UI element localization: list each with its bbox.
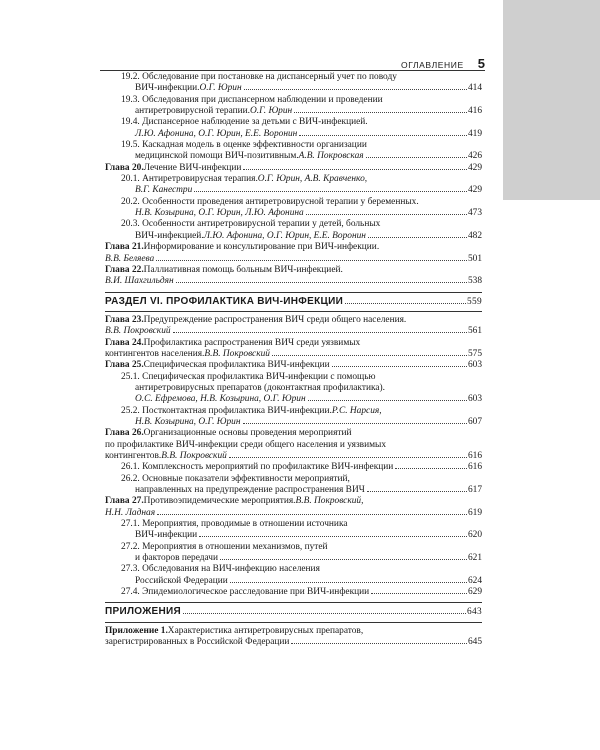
toc-entry-line[interactable] xyxy=(105,254,482,265)
toc-entry-line[interactable] xyxy=(105,626,482,637)
toc-dot-leader xyxy=(199,536,467,537)
toc-author: В.И. Шахгильдян xyxy=(105,276,174,287)
toc-title-text: 26.1. Комплексность мероприятий по профилактике ВИЧ-инфекции xyxy=(121,462,394,473)
toc-entry-line[interactable] xyxy=(105,276,482,287)
toc-title-text: 27.1. Мероприятия, проводимые в отношении источника xyxy=(121,519,348,530)
toc-entry-line[interactable] xyxy=(105,462,482,473)
toc-dot-leader xyxy=(244,89,467,90)
toc-title-text: Характеристика антиретровирусных препаратов, xyxy=(167,625,364,636)
toc-dot-leader xyxy=(243,169,467,170)
toc-dot-leader xyxy=(299,135,467,136)
toc-page-number: 621 xyxy=(467,553,482,564)
table-of-contents xyxy=(105,72,482,649)
toc-entry-line[interactable] xyxy=(105,208,482,219)
toc-chapter-label: Глава 22. xyxy=(105,264,144,275)
toc-title-text: медицинской помощи ВИЧ-позитивным. xyxy=(135,151,299,162)
toc-dot-leader xyxy=(366,157,467,158)
toc-entry-line[interactable] xyxy=(105,140,482,151)
toc-entry-line[interactable] xyxy=(105,219,482,230)
toc-entry-line[interactable] xyxy=(105,485,482,496)
toc-entry-line[interactable] xyxy=(105,576,482,587)
toc-chapter-label: Приложение 1. xyxy=(105,625,168,636)
toc-chapter-label: Глава 24. xyxy=(105,337,144,348)
toc-page-number: 419 xyxy=(467,128,482,139)
toc-author: О.С. Ефремова, Н.В. Козырина, О.Г. Юрин xyxy=(135,394,306,405)
toc-title-text: 19.4. Диспансерное наблюдение за детьми с ВИЧ-инфекцией. xyxy=(121,117,368,128)
toc-entry-line[interactable] xyxy=(105,163,482,174)
toc-title-text: Противоэпидемические мероприятия. xyxy=(143,496,296,507)
toc-title-text: по профилактике ВИЧ-инфекции среди общего населения и уязвимых xyxy=(105,439,387,450)
toc-entry-line[interactable] xyxy=(105,129,482,140)
toc-dot-leader xyxy=(229,457,467,458)
toc-dot-leader xyxy=(294,112,467,113)
toc-author: О.Г. Юрин, А.В. Кравченко, xyxy=(257,174,368,185)
toc-entry-line[interactable] xyxy=(105,117,482,128)
toc-title-text: антиретровирусной терапии. xyxy=(135,106,251,117)
toc-dot-leader xyxy=(368,237,467,238)
toc-title-text: Организационные основы проведения мероприятий xyxy=(143,428,352,439)
toc-title-text: 27.3. Обследования на ВИЧ-инфекцию населения xyxy=(121,564,320,575)
toc-title-text: ВИЧ-инфекции. xyxy=(135,83,200,94)
toc-page-number: 482 xyxy=(467,230,482,241)
toc-page-number: 643 xyxy=(467,607,482,618)
toc-entry-line[interactable] xyxy=(105,151,482,162)
toc-entry-line[interactable] xyxy=(105,315,482,326)
toc-page-number: 617 xyxy=(467,485,482,496)
toc-dot-leader xyxy=(173,332,467,333)
toc-entry-line[interactable] xyxy=(105,106,482,117)
toc-dot-leader xyxy=(194,191,467,192)
toc-title-text: Лечение ВИЧ-инфекции xyxy=(143,162,242,173)
toc-title-text: контингентов. xyxy=(105,451,162,461)
toc-entry-line[interactable] xyxy=(105,349,482,360)
toc-title-text: Паллиативная помощь больным ВИЧ-инфекцией. xyxy=(143,264,343,275)
toc-dot-leader xyxy=(306,214,467,215)
toc-page-number: 538 xyxy=(467,276,482,287)
toc-title-text: ВИЧ-инфекцией. xyxy=(135,230,204,241)
toc-dot-leader xyxy=(156,260,467,261)
toc-entry-line[interactable] xyxy=(105,564,482,575)
toc-entry-line[interactable] xyxy=(105,428,482,439)
toc-page-number: 561 xyxy=(467,326,482,337)
toc-title-text: Специфическая профилактика ВИЧ-инфекции xyxy=(143,360,330,371)
toc-dot-leader xyxy=(157,514,467,515)
toc-dot-leader xyxy=(243,423,467,424)
toc-title-text: зарегистрированных в Российской Федерации xyxy=(105,637,290,648)
toc-chapter-label: Глава 21. xyxy=(105,242,144,253)
toc-entry-line[interactable] xyxy=(105,83,482,94)
toc-author: Н.В. Козырина, О.Г. Юрин xyxy=(135,416,241,427)
toc-title-text: Информирование и консультирование при ВИЧ-инфекции. xyxy=(143,242,380,253)
toc-page-number: 620 xyxy=(467,530,482,541)
toc-chapter-label: Глава 20. xyxy=(105,162,144,173)
toc-dot-leader xyxy=(230,582,467,583)
running-header xyxy=(100,56,485,71)
toc-title-text: 26.2. Основные показатели эффективности мероприятий, xyxy=(121,473,350,484)
toc-entry-line[interactable] xyxy=(105,231,482,242)
toc-entry-line[interactable] xyxy=(105,383,482,394)
toc-entry-line[interactable] xyxy=(105,72,482,83)
toc-author: В.В. Покровский xyxy=(204,348,270,359)
toc-entry-line[interactable] xyxy=(105,372,482,383)
toc-page-number: 603 xyxy=(467,394,482,405)
toc-title-text: 27.2. Мероприятия в отношении механизмов, путей xyxy=(121,541,328,552)
section-rule xyxy=(105,311,482,312)
toc-page-number: 624 xyxy=(467,575,482,586)
toc-entry-line[interactable] xyxy=(105,587,482,598)
toc-dot-leader xyxy=(291,643,466,644)
toc-chapter-label: Глава 25. xyxy=(105,360,144,371)
header-rule xyxy=(100,70,485,71)
toc-entry-line[interactable] xyxy=(105,519,482,530)
toc-page-number: 426 xyxy=(467,151,482,162)
toc-author: О.Г. Юрин xyxy=(250,106,293,117)
toc-dot-leader xyxy=(332,366,467,367)
toc-entry-line[interactable] xyxy=(105,542,482,553)
toc-author: О.Г. Юрин xyxy=(199,83,242,94)
toc-dot-leader xyxy=(272,355,467,356)
toc-author: В.В. Беляева xyxy=(105,253,155,264)
toc-title-text: 20.1. Антиретровирусная терапия. xyxy=(121,174,258,185)
toc-title-text: 20.3. Особенности антиретровирусной терапии у детей, больных xyxy=(121,219,381,230)
toc-title-text: 19.5. Каскадная модель в оценке эффективности организации xyxy=(121,140,367,151)
toc-dot-leader xyxy=(308,400,467,401)
toc-entry-line[interactable] xyxy=(105,185,482,196)
toc-entry-line[interactable] xyxy=(105,637,482,648)
toc-page-number: 429 xyxy=(467,162,482,173)
toc-entry-line[interactable] xyxy=(105,326,482,337)
toc-author: В.В. Покровский xyxy=(105,326,171,337)
toc-entry-line[interactable] xyxy=(105,508,482,519)
toc-title-text: и факторов передачи xyxy=(135,553,219,564)
toc-author: Н.Н. Ладная xyxy=(105,507,156,518)
toc-entry-line[interactable] xyxy=(105,360,482,371)
toc-page-number: 629 xyxy=(467,587,482,598)
toc-entry-line[interactable] xyxy=(105,553,482,564)
toc-title-text: 19.3. Обследования при диспансерном наблюдении и проведении xyxy=(121,94,383,105)
toc-page-number: 607 xyxy=(467,416,482,427)
toc-title-text: антиретровирусных препаратов (доконтактная профилактика). xyxy=(135,382,386,393)
toc-author: Л.Ю. Афонина, О.Г. Юрин, Е.Е. Воронин xyxy=(135,128,298,139)
toc-page-number: 414 xyxy=(467,83,482,94)
toc-title-text: 19.2. Обследование при постановке на диспансерный учет по поводу xyxy=(121,72,397,82)
toc-title-text: Российской Федерации xyxy=(135,575,228,586)
toc-author: В.В. Покровский xyxy=(161,451,227,461)
toc-entry-line[interactable] xyxy=(105,242,482,253)
toc-entry-line[interactable] xyxy=(105,417,482,428)
toc-section-heading[interactable] xyxy=(105,296,482,307)
toc-chapter-label: Глава 27. xyxy=(105,496,144,507)
toc-page-number: 616 xyxy=(467,462,482,473)
section-rule xyxy=(105,292,482,293)
section-rule xyxy=(105,602,482,603)
toc-dot-leader xyxy=(345,303,466,304)
toc-title-text: ПРИЛОЖЕНИЯ xyxy=(105,606,182,618)
toc-entry-line[interactable] xyxy=(105,197,482,208)
toc-chapter-label: Глава 23. xyxy=(105,314,144,325)
toc-page-number: 619 xyxy=(467,507,482,518)
toc-dot-leader xyxy=(395,468,467,469)
toc-dot-leader xyxy=(176,282,467,283)
toc-dot-leader xyxy=(367,491,467,492)
toc-chapter-label: Глава 26. xyxy=(105,428,144,439)
toc-title-text: направленных на предупреждение распространения ВИЧ xyxy=(135,485,365,496)
toc-author: А.В. Покровская xyxy=(298,151,364,162)
toc-title-text: 25.2. Постконтактная профилактика ВИЧ-инфекции. xyxy=(121,405,332,416)
toc-page-number: 429 xyxy=(467,185,482,196)
toc-author: Л.Ю. Афонина, О.Г. Юрин, Е.Е. Воронин xyxy=(203,230,366,241)
toc-entry-line[interactable] xyxy=(105,406,482,417)
toc-author: В.Г. Канестри xyxy=(135,185,193,196)
toc-page-number: 473 xyxy=(467,208,482,219)
toc-entry-line[interactable] xyxy=(105,338,482,349)
toc-author: Н.В. Козырина, О.Г. Юрин, Л.Ю. Афонина xyxy=(135,208,304,219)
toc-entry-line[interactable] xyxy=(105,174,482,185)
toc-title-text: 25.1. Специфическая профилактика ВИЧ-инфекции с помощью xyxy=(121,371,376,382)
toc-entry-line[interactable] xyxy=(105,474,482,485)
toc-entry-line[interactable] xyxy=(105,451,482,462)
toc-entry-line[interactable] xyxy=(105,496,482,507)
toc-section-heading[interactable] xyxy=(105,606,482,617)
toc-page-number: 616 xyxy=(467,451,482,461)
toc-page-number: 559 xyxy=(467,296,482,307)
chapter-thumb-tab xyxy=(503,0,600,200)
toc-title-text: 20.2. Особенности проведения антиретровирусной терапии у беременных. xyxy=(121,196,419,207)
toc-page-number: 645 xyxy=(467,637,482,648)
toc-entry-line[interactable] xyxy=(105,265,482,276)
toc-author: Р.С. Нарсия, xyxy=(331,405,382,416)
toc-title-text: Профилактика распространения ВИЧ среди уязвимых xyxy=(143,337,361,348)
toc-page-number: 501 xyxy=(467,253,482,264)
toc-entry-line[interactable] xyxy=(105,95,482,106)
toc-entry-line[interactable] xyxy=(105,440,482,451)
toc-dot-leader xyxy=(220,559,467,560)
toc-title-text: ВИЧ-инфекции xyxy=(135,530,198,541)
toc-entry-line[interactable] xyxy=(105,394,482,405)
toc-dot-leader xyxy=(183,613,466,614)
toc-title-text: Предупреждение распространения ВИЧ среди общего населения. xyxy=(143,314,407,325)
toc-page-number: 416 xyxy=(467,106,482,117)
toc-page-number: 603 xyxy=(467,360,482,371)
section-rule xyxy=(105,622,482,623)
toc-page-number: 575 xyxy=(467,348,482,359)
toc-dot-leader xyxy=(371,593,467,594)
toc-author: В.В. Покровский, xyxy=(295,496,364,507)
page-number: 5 xyxy=(477,56,485,71)
toc-entry-line[interactable] xyxy=(105,530,482,541)
running-header-title: ОГЛАВЛЕНИЕ xyxy=(401,60,464,70)
toc-title-text: 27.4. Эпидемиологическое расследование при ВИЧ-инфекции xyxy=(121,587,370,598)
toc-title-text: РАЗДЕЛ VI. ПРОФИЛАКТИКА ВИЧ-ИНФЕКЦИИ xyxy=(105,295,344,307)
toc-title-text: контингентов населения. xyxy=(105,348,205,359)
